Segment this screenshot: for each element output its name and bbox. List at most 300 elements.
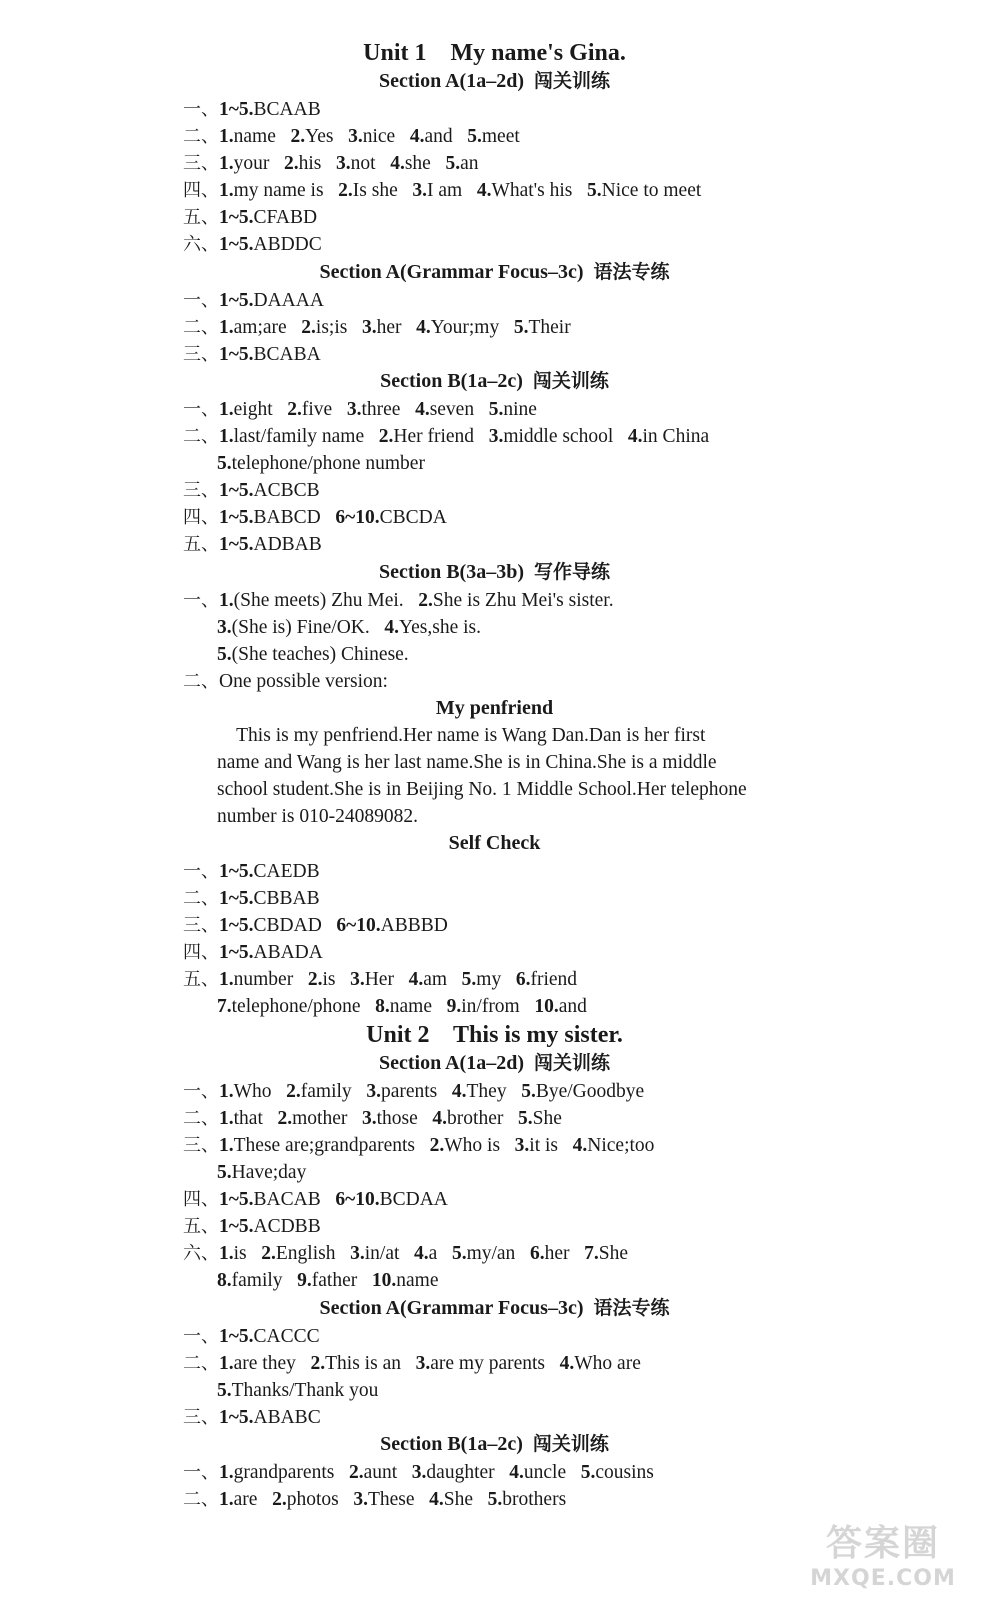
answer-text: CFABD <box>253 207 318 228</box>
answer-text: Yes <box>305 126 334 147</box>
answer-text: her <box>376 317 402 338</box>
item-number: 2. <box>277 1108 293 1129</box>
answer-row <box>183 1404 321 1431</box>
answer-row <box>183 939 323 966</box>
answer-text: (She is) Fine/OK. <box>231 617 370 638</box>
answer-text: family <box>300 1081 352 1102</box>
item-number: 2. <box>378 426 394 447</box>
item-number: 1~5. <box>219 861 254 882</box>
answer-text: are <box>233 1489 258 1510</box>
answer-text: my/an <box>466 1243 516 1264</box>
answer-text: (She teaches) Chinese. <box>231 644 409 665</box>
item-number: 5. <box>488 399 504 420</box>
item-number: 3. <box>350 1243 365 1264</box>
item-number: 5. <box>467 126 482 147</box>
answer-text: uncle <box>523 1462 567 1483</box>
item-number: 1~5. <box>219 344 254 365</box>
answer-text: nine <box>503 399 537 420</box>
item-number: 3. <box>366 1081 381 1102</box>
answer-row <box>183 858 320 885</box>
question-number: 一、 <box>183 861 219 882</box>
answer-row <box>217 450 425 477</box>
item-number: 7. <box>217 996 232 1017</box>
answer-row <box>183 150 478 177</box>
item-number: 1~5. <box>219 1407 254 1428</box>
answer-text: she <box>404 153 431 174</box>
item-number: 4. <box>572 1135 588 1156</box>
section-name: Section A(1a–2d) <box>378 70 524 92</box>
question-number: 三、 <box>183 915 219 936</box>
answer-row <box>217 993 587 1020</box>
answer-text: CBDAD <box>253 915 322 936</box>
item-number: 4. <box>414 1243 429 1264</box>
item-number: 9. <box>297 1270 312 1291</box>
section-heading <box>0 1431 989 1458</box>
answer-text: brother <box>447 1108 504 1129</box>
item-number: 1~5. <box>219 942 254 963</box>
watermark-logo: 答案圈 <box>825 1523 940 1564</box>
item-number: 4. <box>390 153 405 174</box>
answer-text: Yes,she is. <box>399 617 481 638</box>
item-number: 2. <box>348 1462 364 1483</box>
answer-text: eight <box>233 399 273 420</box>
item-number: 1~5. <box>219 1189 254 1210</box>
question-number: 一、 <box>183 1462 219 1483</box>
answer-row <box>217 1377 378 1404</box>
answer-row <box>183 204 317 231</box>
answer-row <box>183 287 324 314</box>
answer-row <box>183 1486 566 1513</box>
answer-text: BCDAA <box>379 1189 448 1210</box>
item-number: 3. <box>514 1135 530 1156</box>
answer-text: meet <box>481 126 520 147</box>
question-number: 三、 <box>183 153 219 174</box>
watermark-url: MXQE.COM <box>810 1566 956 1591</box>
answer-text: your <box>233 153 270 174</box>
answer-text: last/family name <box>233 426 365 447</box>
answer-text: are they <box>233 1353 296 1374</box>
question-number: 二、 <box>183 1353 219 1374</box>
answer-text: These are;grandparents <box>233 1135 415 1156</box>
answer-text: aunt <box>363 1462 398 1483</box>
item-number: 1. <box>219 1462 234 1483</box>
answer-text: and <box>424 126 453 147</box>
answer-text: five <box>301 399 333 420</box>
question-number: 一、 <box>183 1081 219 1102</box>
answer-text: am <box>423 969 448 990</box>
item-number: 2. <box>429 1135 445 1156</box>
answer-text: cousins <box>595 1462 654 1483</box>
unit-2-title: Unit 2 This is my sister. <box>366 1022 623 1048</box>
item-number: 1~5. <box>219 888 254 909</box>
answer-text: am;are <box>233 317 287 338</box>
answer-text: English <box>275 1243 336 1264</box>
item-number: 5. <box>461 969 477 990</box>
section-type: 写作导练 <box>533 561 610 583</box>
item-number: 2. <box>261 1243 276 1264</box>
answer-row <box>183 341 321 368</box>
question-number: 五、 <box>183 969 219 990</box>
item-number: 4. <box>432 1108 448 1129</box>
item-number: 4. <box>416 317 431 338</box>
essay-line: This is my penfriend.Her name is Wang Dan.Dan is her first <box>217 725 706 746</box>
item-number: 3. <box>217 617 232 638</box>
answer-row <box>183 1078 644 1105</box>
answer-row <box>183 1240 628 1267</box>
answer-text: parents <box>380 1081 438 1102</box>
answer-text: CACCC <box>253 1326 320 1347</box>
item-number: 5. <box>445 153 461 174</box>
item-number: 7. <box>584 1243 599 1264</box>
answer-text: in/at <box>364 1243 400 1264</box>
item-number: 1. <box>219 969 234 990</box>
item-number: 1. <box>219 1353 234 1374</box>
answer-text: an <box>460 153 479 174</box>
essay-line: name and Wang is her last name.She is in China.She is a middle <box>217 752 717 773</box>
answer-text: telephone/phone <box>231 996 361 1017</box>
answer-row <box>183 966 577 993</box>
answer-row <box>217 641 409 668</box>
item-number: 3. <box>412 180 427 201</box>
question-number: 二、 <box>183 317 219 338</box>
section-type: 闯关训练 <box>533 70 610 92</box>
item-number: 6. <box>515 969 531 990</box>
item-number: 3. <box>361 317 377 338</box>
answer-text: What's his <box>491 180 573 201</box>
answer-row <box>183 531 322 558</box>
item-number: 2. <box>284 153 299 174</box>
section-heading <box>0 259 989 286</box>
item-number: 1. <box>219 126 234 147</box>
answer-text: and <box>558 996 587 1017</box>
answer-text: One possible version: <box>219 671 388 692</box>
item-number: 6~10. <box>335 507 380 528</box>
answer-text: Their <box>528 317 571 338</box>
answer-row <box>183 668 388 695</box>
section-name: Section B(1a–2c) <box>380 370 523 392</box>
answer-text: (She meets) Zhu Mei. <box>233 590 404 611</box>
answer-row <box>183 1186 448 1213</box>
item-number: 4. <box>409 126 425 147</box>
answer-text: CAEDB <box>253 861 320 882</box>
section-heading <box>0 68 989 95</box>
item-number: 1~5. <box>219 207 254 228</box>
answer-row <box>183 504 447 531</box>
item-number: 1. <box>219 153 234 174</box>
question-number: 二、 <box>183 426 219 447</box>
item-number: 1~5. <box>219 1216 254 1237</box>
section-name: Section A(Grammar Focus–3c) <box>319 1297 584 1319</box>
answer-text: father <box>311 1270 358 1291</box>
answer-row <box>183 231 322 258</box>
question-number: 二、 <box>183 1489 219 1510</box>
question-number: 二、 <box>183 1108 219 1129</box>
section-type: 语法专练 <box>593 261 670 283</box>
question-number: 一、 <box>183 1326 219 1347</box>
answer-row <box>183 123 520 150</box>
question-number: 三、 <box>183 480 219 501</box>
answer-text: her <box>544 1243 570 1264</box>
item-number: 1. <box>219 590 234 611</box>
question-number: 二、 <box>183 888 219 909</box>
answer-text: telephone/phone number <box>231 453 425 474</box>
item-number: 1~5. <box>219 534 254 555</box>
item-number: 3. <box>415 1353 431 1374</box>
answer-text: Bye/Goodbye <box>535 1081 645 1102</box>
answer-text: it is <box>529 1135 559 1156</box>
item-number: 4. <box>476 180 492 201</box>
question-number: 一、 <box>183 290 219 311</box>
item-number: 10. <box>371 1270 397 1291</box>
item-number: 2. <box>290 126 306 147</box>
item-number: 4. <box>509 1462 524 1483</box>
question-number: 六、 <box>183 234 219 255</box>
answer-text: Nice to meet <box>601 180 702 201</box>
answer-text: She <box>532 1108 562 1129</box>
answer-row <box>183 1350 641 1377</box>
section-name: Section B(1a–2c) <box>380 1433 523 1455</box>
answer-row <box>217 1267 438 1294</box>
section-name: Section A(1a–2d) <box>378 1052 524 1074</box>
item-number: 1~5. <box>219 507 254 528</box>
answer-row <box>183 1105 562 1132</box>
item-number: 5. <box>487 1489 503 1510</box>
item-number: 6. <box>529 1243 545 1264</box>
answer-text: BCABA <box>253 344 321 365</box>
section-heading <box>0 559 989 586</box>
answer-text: name <box>233 126 276 147</box>
item-number: 2. <box>286 1081 301 1102</box>
item-number: 4. <box>408 969 424 990</box>
item-number: 2. <box>287 399 302 420</box>
answer-text: name <box>396 1270 439 1291</box>
question-number: 一、 <box>183 399 219 420</box>
answer-row <box>183 396 537 423</box>
answer-row <box>183 1213 321 1240</box>
answer-text: family <box>231 1270 283 1291</box>
item-number: 5. <box>217 1380 232 1401</box>
answer-text: friend <box>530 969 578 990</box>
item-number: 1~5. <box>219 1326 254 1347</box>
essay-line: number is 010-24089082. <box>217 806 418 827</box>
item-number: 4. <box>627 426 643 447</box>
item-number: 3. <box>488 426 504 447</box>
section-type: 闯关训练 <box>533 1052 610 1074</box>
item-number: 4. <box>559 1353 575 1374</box>
question-number: 四、 <box>183 942 219 963</box>
answer-text: She <box>598 1243 628 1264</box>
item-number: 3. <box>353 1489 368 1510</box>
item-number: 4. <box>384 617 399 638</box>
item-number: 2. <box>418 590 433 611</box>
answer-text: Have;day <box>231 1162 307 1183</box>
answer-text: a <box>428 1243 438 1264</box>
item-number: 1. <box>219 1135 234 1156</box>
site-watermark <box>783 1522 983 1596</box>
answer-text: is;is <box>315 317 348 338</box>
answer-text: Who is <box>444 1135 501 1156</box>
question-number: 三、 <box>183 344 219 365</box>
question-number: 二、 <box>183 126 219 147</box>
essay-title: My penfriend <box>435 697 554 719</box>
item-number: 1. <box>219 399 234 420</box>
answer-text: my name is <box>233 180 324 201</box>
question-number: 四、 <box>183 1189 219 1210</box>
answer-text: ABBBD <box>380 915 448 936</box>
item-number: 2. <box>310 1353 326 1374</box>
answer-text: Her <box>364 969 394 990</box>
item-number: 5. <box>580 1462 596 1483</box>
answer-text: name <box>389 996 432 1017</box>
answer-text: I am <box>426 180 463 201</box>
item-number: 4. <box>451 1081 467 1102</box>
question-number: 五、 <box>183 207 219 228</box>
section-type: 闯关训练 <box>532 370 609 392</box>
answer-text: his <box>298 153 322 174</box>
section-heading <box>0 368 989 395</box>
answer-text: She is Zhu Mei's sister. <box>432 590 614 611</box>
answer-text: ABADA <box>253 942 323 963</box>
item-number: 3. <box>361 1108 377 1129</box>
answer-text: ACDBB <box>253 1216 321 1237</box>
section-type: 语法专练 <box>593 1297 670 1319</box>
answer-row <box>183 1459 654 1486</box>
item-number: 5. <box>587 180 602 201</box>
answer-row <box>183 885 320 912</box>
answer-text: middle school <box>503 426 614 447</box>
answer-text: Is she <box>352 180 398 201</box>
item-number: 2. <box>338 180 353 201</box>
item-number: 5. <box>217 453 232 474</box>
item-number: 1. <box>219 1081 234 1102</box>
item-number: 1~5. <box>219 290 254 311</box>
answer-text: This is an <box>325 1353 401 1374</box>
answer-text: ACBCB <box>253 480 320 501</box>
answer-text: DAAAA <box>253 290 324 311</box>
item-number: 3. <box>411 1462 427 1483</box>
item-number: 1. <box>219 426 234 447</box>
question-number: 五、 <box>183 534 219 555</box>
question-number: 五、 <box>183 1216 219 1237</box>
answer-text: is <box>322 969 336 990</box>
answer-row <box>183 314 571 341</box>
answer-row <box>183 177 701 204</box>
answer-text: daughter <box>426 1462 495 1483</box>
answer-text: These <box>367 1489 415 1510</box>
item-number: 1. <box>219 1489 234 1510</box>
answer-text: Who are <box>574 1353 641 1374</box>
answer-row <box>183 423 709 450</box>
unit-1-title: Unit 1 My name's Gina. <box>363 40 626 66</box>
answer-text: Nice;too <box>587 1135 655 1156</box>
answer-text: ABABC <box>253 1407 321 1428</box>
answer-row <box>183 912 448 939</box>
item-number: 10. <box>534 996 559 1017</box>
section-name: Section B(3a–3b) <box>378 561 524 583</box>
answer-text: ADBAB <box>253 534 322 555</box>
answer-text: ABDDC <box>253 234 322 255</box>
item-number: 4. <box>429 1489 444 1510</box>
item-number: 5. <box>217 644 232 665</box>
answer-row <box>183 1132 654 1159</box>
answer-text: brothers <box>502 1489 567 1510</box>
answer-text: number <box>233 969 294 990</box>
item-number: 3. <box>348 126 363 147</box>
item-number: 8. <box>375 996 390 1017</box>
answer-row <box>217 614 481 641</box>
item-number: 1~5. <box>219 915 254 936</box>
question-number: 四、 <box>183 180 219 201</box>
item-number: 2. <box>301 317 316 338</box>
section-heading <box>0 830 989 857</box>
answer-text: are my parents <box>430 1353 546 1374</box>
answer-row <box>217 1159 306 1186</box>
item-number: 1. <box>219 1243 234 1264</box>
section-heading <box>0 1050 989 1077</box>
question-number: 四、 <box>183 507 219 528</box>
item-number: 5. <box>513 317 529 338</box>
answer-text: CBCDA <box>379 507 447 528</box>
answer-text: not <box>350 153 376 174</box>
item-number: 3. <box>346 399 362 420</box>
item-number: 2. <box>307 969 323 990</box>
answer-text: that <box>233 1108 263 1129</box>
item-number: 1~5. <box>219 480 254 501</box>
answer-row <box>183 477 320 504</box>
item-number: 1. <box>219 317 234 338</box>
answer-text: mother <box>292 1108 348 1129</box>
question-number: 三、 <box>183 1407 219 1428</box>
section-name: Self Check <box>448 832 541 854</box>
answer-row <box>183 96 321 123</box>
question-number: 三、 <box>183 1135 219 1156</box>
answer-row <box>183 587 614 614</box>
question-number: 一、 <box>183 99 219 120</box>
answer-text: Her friend <box>393 426 475 447</box>
item-number: 9. <box>446 996 462 1017</box>
answer-text: in/from <box>461 996 520 1017</box>
item-number: 2. <box>272 1489 287 1510</box>
item-number: 5. <box>217 1162 232 1183</box>
answer-text: Your;my <box>430 317 500 338</box>
essay-line: school student.She is in Beijing No. 1 Middle School.Her telephone <box>217 779 747 800</box>
item-number: 5. <box>451 1243 467 1264</box>
item-number: 1~5. <box>219 99 254 120</box>
item-number: 8. <box>217 1270 232 1291</box>
answer-row <box>183 1323 320 1350</box>
item-number: 6~10. <box>335 1189 380 1210</box>
item-number: 5. <box>521 1081 536 1102</box>
answer-text: They <box>466 1081 507 1102</box>
answer-text: BCAAB <box>253 99 321 120</box>
answer-text: Who <box>233 1081 272 1102</box>
item-number: 4. <box>415 399 430 420</box>
answer-text: photos <box>286 1489 339 1510</box>
answer-text: She <box>443 1489 474 1510</box>
answer-text: in China <box>642 426 710 447</box>
answer-text: nice <box>362 126 396 147</box>
answer-text: seven <box>429 399 475 420</box>
item-number: 3. <box>350 969 365 990</box>
answer-text: my <box>476 969 502 990</box>
item-number: 3. <box>336 153 351 174</box>
answer-text: Thanks/Thank you <box>231 1380 379 1401</box>
answer-text: CBBAB <box>253 888 320 909</box>
answer-text: grandparents <box>233 1462 335 1483</box>
item-number: 1~5. <box>219 234 254 255</box>
question-number: 二、 <box>183 671 219 692</box>
answer-text: is <box>233 1243 247 1264</box>
